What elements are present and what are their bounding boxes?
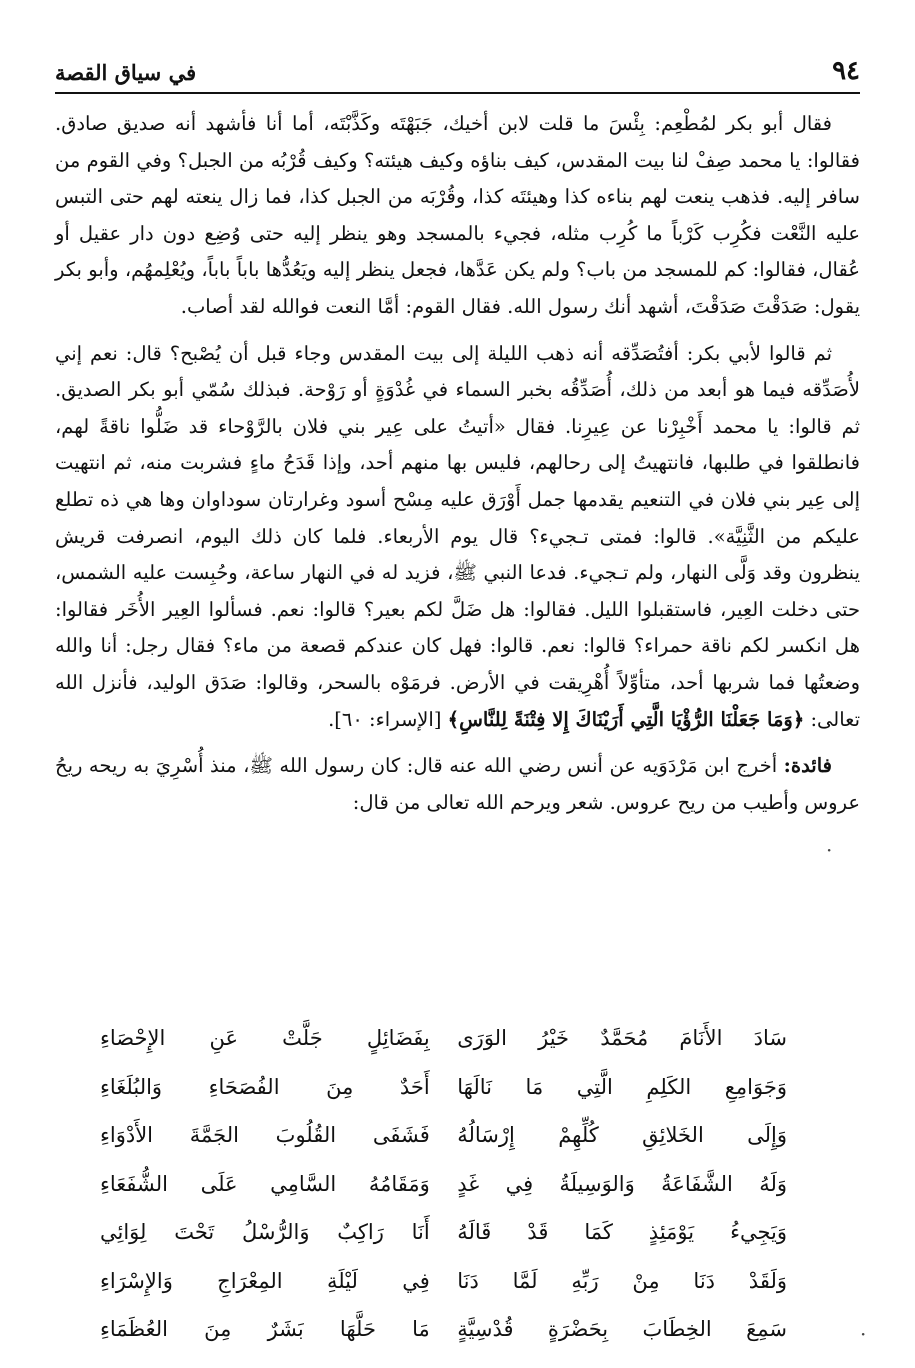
hemistich-left: فِي لَيْلَةِ المِعْرَاجِ وَالإِسْرَاءِ: [100, 1268, 430, 1293]
poem-line: [100, 1257, 787, 1306]
hemistich-left: بِفَضَائِلٍ جَلَّتْ عَنِ الإِحْصَاءِ: [100, 1026, 430, 1051]
paragraph-text: فقال أبو بكر لمُطْعِم: بِئْسَ ما قلت لابن أخيك، جَبَهْتَه وكَذَّبْتَه، أما أنا فأشهد أنه صديق صادق. فقالوا: يا محمد صِفْ لنا بيت المقدس، كيف بناؤه وكيف هيئته؟ وكيف قُرْبُه من الجبل؟ وفي القوم من سافر إليه. فذهب ينعت لهم بناءه كذا وهيئتَه كذا، وقُرْبَه من الجبل كذا، فما زال ينعته لهم حتى التبس عليه النَّعْت فكُرِب كَرْباً ما كُرِب مثله، فجيء بالمسجد وهو ينظر إليه حتى وُضِع دون دار عقيل أو عُقال، فقالوا: كم للمسجد من باب؟ ولم يكن عَدَّها، فجعل ينظر إليه ويَعُدُّها باباً باباً، ويُعْلِمهُم، وأبو بكر يقول: صَدَقْتَ صَدَقْتَ، أشهد أنك رسول الله. فقال القوم: أمَّا النعت فوالله لقد أصاب.: [55, 112, 860, 318]
hemistich-right: سَادَ الأَنَامَ مُحَمَّدٌ خَيْرُ الوَرَى: [457, 1026, 787, 1051]
poem-line: [100, 1063, 787, 1112]
hemistich-left: وَمَقَامُهُ السَّامِي عَلَى الشُّفَعَاءِ: [100, 1171, 430, 1196]
hemistich-right: وَجَوَامِعِ الكَلِمِ الَّتِي مَا نَالَهَا: [457, 1074, 787, 1099]
hemistich-right: وَلَقَدْ دَنَا مِنْ رَبِّهِ لَمَّا دَنَا: [457, 1268, 787, 1293]
hemistich-right: سَمِعَ الخِطَابَ بِحَضْرَةٍ قُدْسِيَّةٍ: [457, 1317, 787, 1342]
poem-line: [100, 1160, 787, 1209]
paragraph-lead: فائدة:: [783, 754, 832, 778]
paragraph-1: [55, 106, 860, 326]
hemistich-right: وَيَجِيءُ يَوْمَئِذٍ كَمَا قَدْ قَالَهُ: [457, 1220, 787, 1245]
running-title: في سياق القصة: [55, 60, 197, 85]
paragraph-text: أخرج ابن مَرْدَوَيه عن أنس رضي الله عنه قال: كان رسول الله ﷺ، منذ أُسْرِيَ به ريحه ريحُ عروس وأطيب من ريح عروس. شعر ويرحم الله تعالى من قال:: [55, 754, 860, 814]
scan-speck: ·: [860, 1322, 867, 1346]
verse-reference: [الإسراء: ٦٠].: [328, 707, 442, 731]
page-header: [55, 52, 860, 94]
hemistich-left: فَشَفَى القُلُوبَ الجَمَّةَ الأَدْوَاءِ: [100, 1123, 430, 1148]
poem: [100, 1014, 787, 1354]
poem-line: [100, 1305, 787, 1354]
poem-line: [100, 1014, 787, 1063]
page-number: ٩٤: [832, 56, 860, 86]
scan-speck: ·: [826, 838, 833, 862]
hemistich-right: وَلَهُ الشَّفَاعَةُ وَالوَسِيلَةُ فِي غَدٍ: [457, 1171, 787, 1196]
hemistich-left: أَنَا رَاكِبٌ وَالرُّسْلُ تَحْتَ لِوَائِي: [100, 1220, 430, 1245]
paragraph-2: [55, 336, 860, 739]
hemistich-left: مَا حَلَّهَا بَشَرٌ مِنَ العُظَمَاءِ: [100, 1317, 430, 1342]
page-body: [55, 106, 860, 831]
hemistich-right: وَإِلَى الخَلائِقِ كُلِّهِمْ إِرْسَالُهُ: [457, 1123, 787, 1148]
poem-line: [100, 1208, 787, 1257]
quran-verse: ﴿وَمَا جَعَلْنَا الرُّؤْيَا الَّتِي أَرَيْنَاكَ إِلا فِتْنَةً لِلنَّاسِ﴾: [447, 707, 805, 731]
paragraph-text: ثم قالوا لأبي بكر: أفتُصَدِّقه أنه ذهب الليلة إلى بيت المقدس وجاء قبل أن يُصْبح؟ قال: نعم إني لأُصَدِّقه فيما هو أبعد من ذلك، أُصَدِّقُه بخبر السماء في غُدْوَةٍ أو رَوْحة. فبذلك سُمّي أبو بكر الصديق. ثم قالوا: يا محمد أَخْبِرْنا عن عِيرِنا. فقال «أتيتُ على عِير بني فلان بالرَّوْحاء قد ضَلُّوا ناقةً لهم، فانطلقوا في طلبها، فانتهيتُ إلى رحالهم، فليس بها منهم أحد، وإذا قَدَحُ ماءٍ فشربت منه، ثم انتهيت إلى عِير بني فلان في التنعيم يقدمها جمل أَوْرَق عليه مِسْح أسود وغرارتان سوداوان وها هي ذه تطلع عليكم من الثَّنِيَّة». قالوا: فمتى تـجيء؟ قال يوم الأربعاء. فلما كان ذلك اليوم، انصرفت قريش ينظرون وقد وَلَّى النهار، ولم تـجيء. فدعا النبي ﷺ، فزيد له في النهار ساعة، وحُبِست عليه الشمس، حتى دخلت العِير، فاستقبلوا الليل. فقالوا: هل ضَلَّ لكم بعير؟ قالوا: نعم. فسألوا العِير الأُخَر فقالوا: هل انكسر لكم ناقة حمراء؟ قالوا: نعم. قالوا: فهل كان عندكم قصعة من ماء؟ فقال رجل: أنا والله وضعتُها فما شربها أحد، متأوِّلاً أُهْرِيقت في الأرض. فرمَوْه بالسحر، وقالوا: صَدَق الوليد، فأنزل الله تعالى:: [55, 341, 860, 731]
poem-line: [100, 1111, 787, 1160]
paragraph-3: [55, 748, 860, 821]
hemistich-left: أَحَدٌ مِنَ الفُصَحَاءِ وَالبُلَغَاءِ: [100, 1074, 430, 1099]
